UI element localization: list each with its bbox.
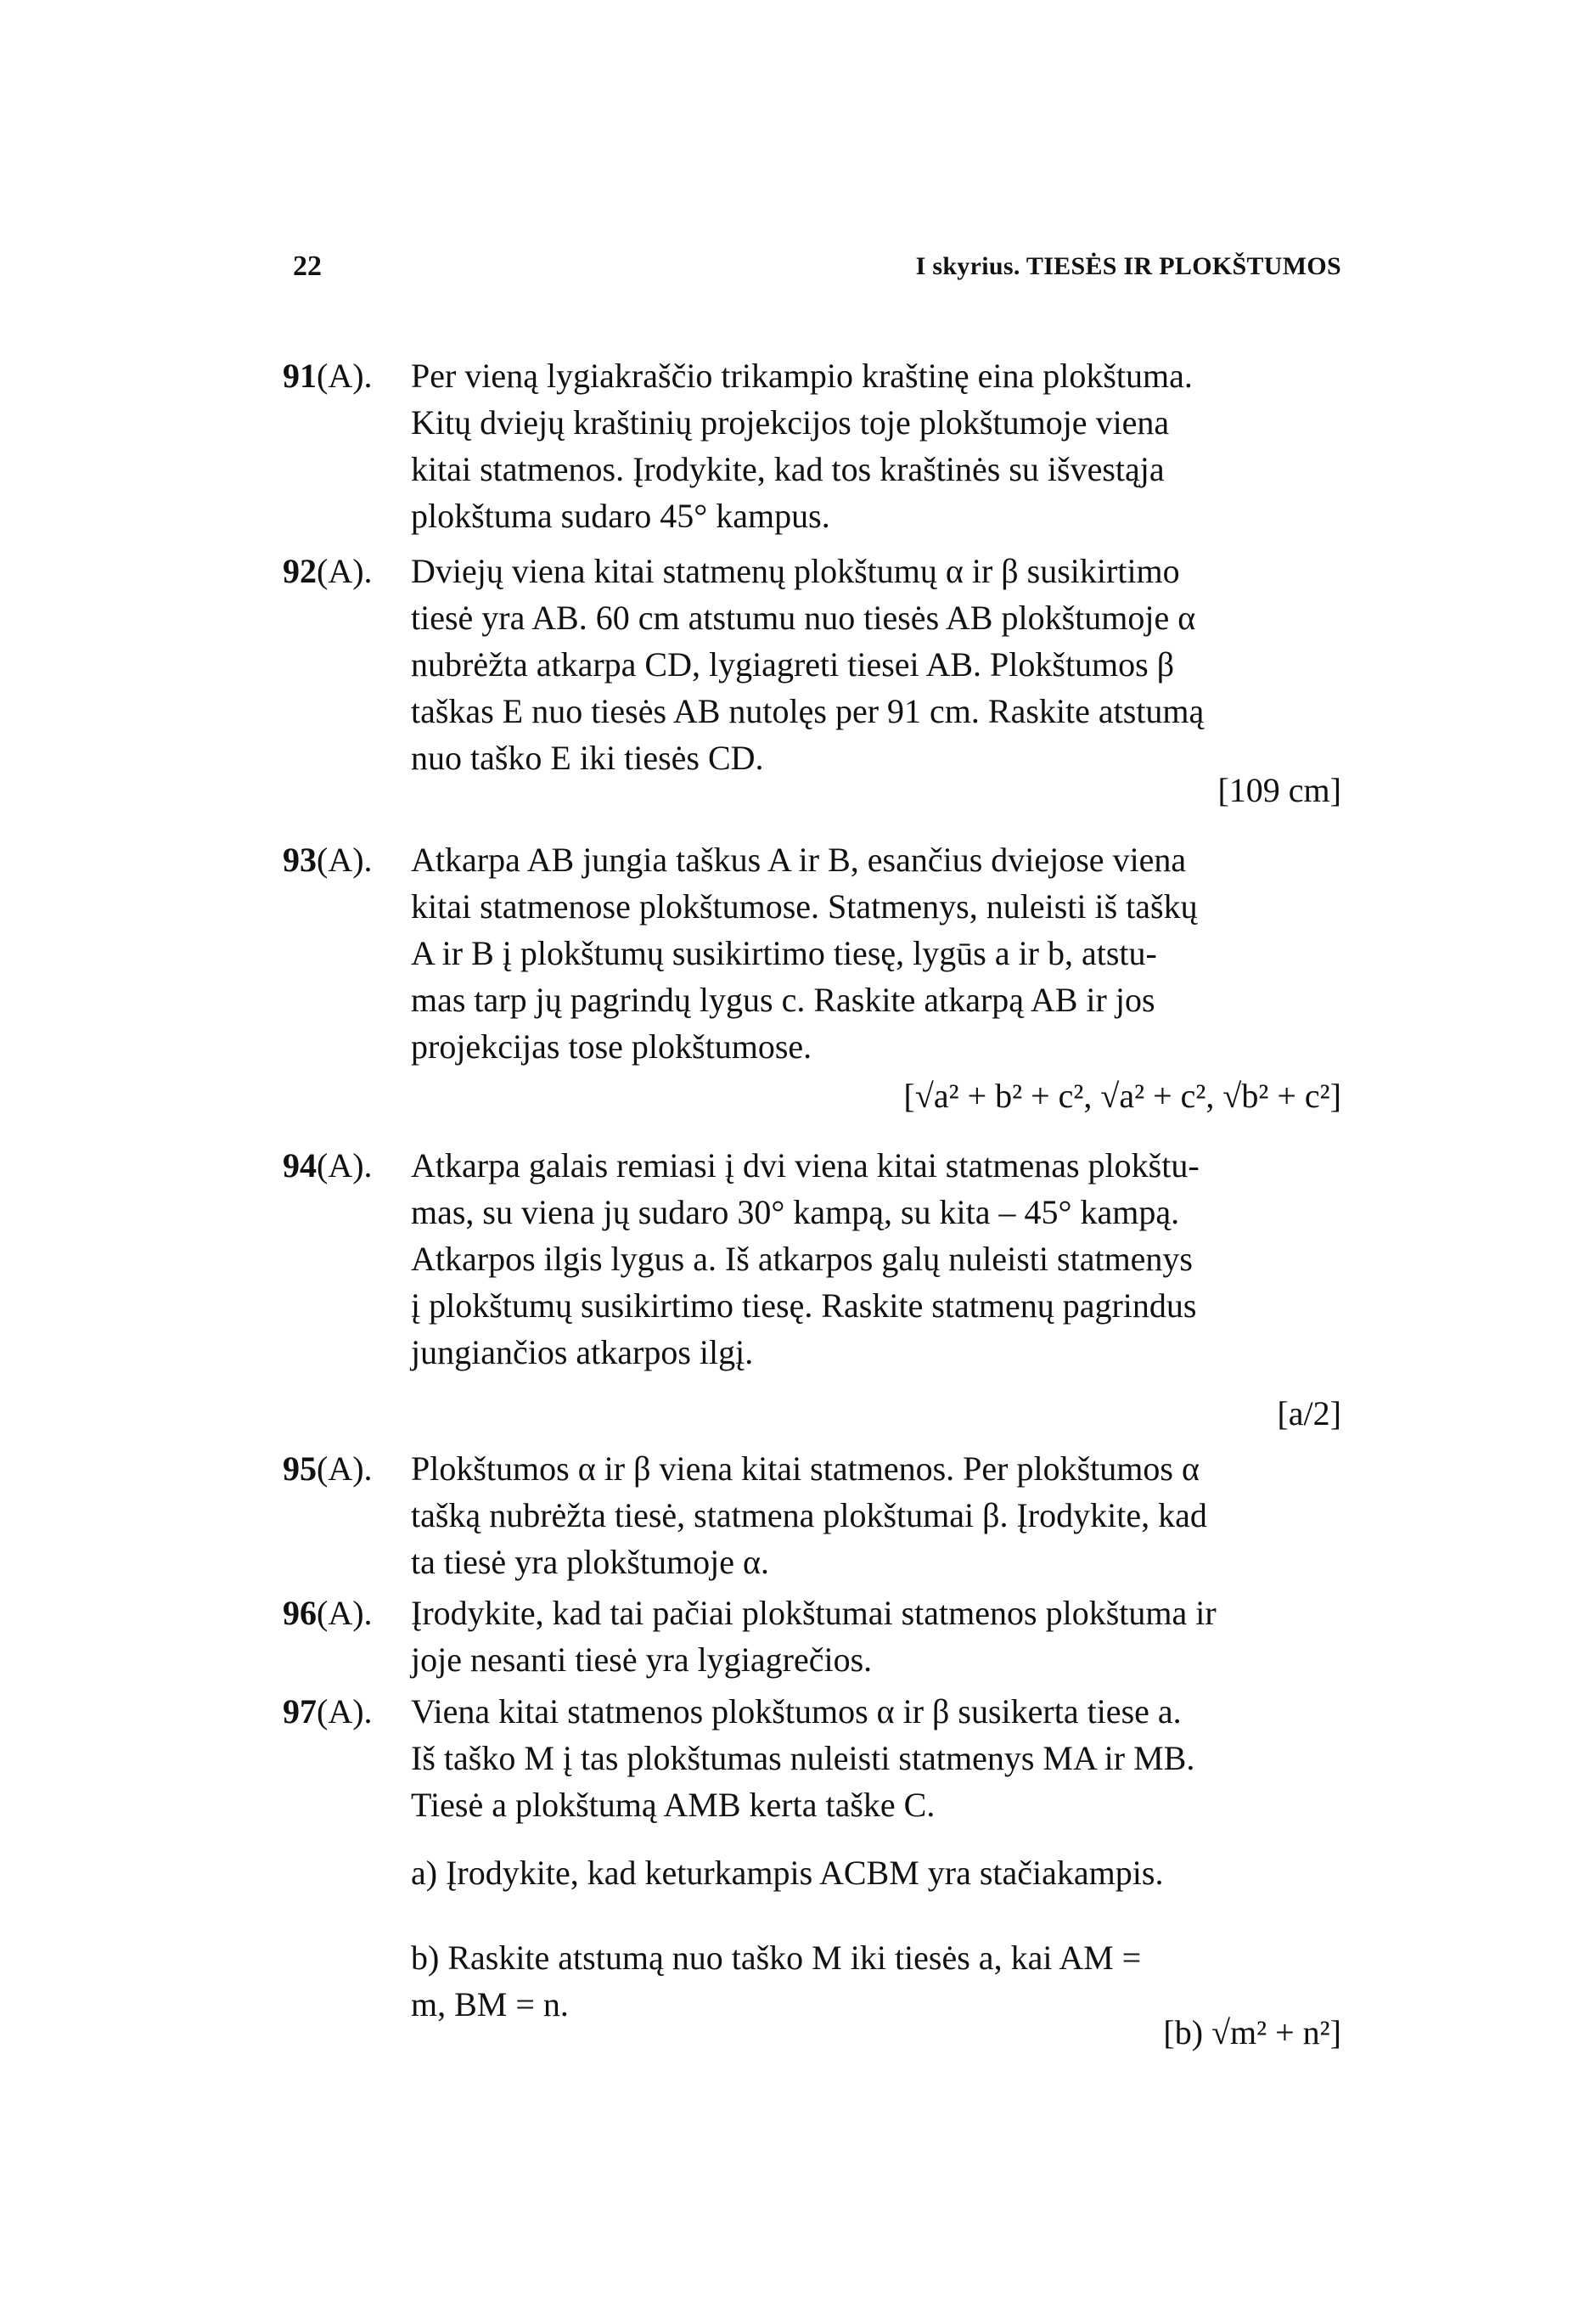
problem-text: Viena kitai statmenos plokštumos α ir β susikerta tiese a. Iš taško M į tas plokštumas nuleisti statmenys MA ir MB. Tiesė a plokštumą AMB kerta taške C.	[411, 1692, 1195, 1824]
problem-number: 92(A).	[283, 552, 373, 590]
chapter-title: I skyrius. TIESĖS IR PLOKŠTUMOS	[915, 252, 1341, 280]
problem-number: 97(A).	[283, 1692, 373, 1731]
answer: [√a² + b² + c², √a² + c², √b² + c²]	[903, 1077, 1341, 1115]
answer: [109 cm]	[1217, 771, 1341, 809]
subquestion-a: a) Įrodykite, kad keturkampis ACBM yra stačiakampis.	[411, 1854, 1164, 1892]
problem-number: 94(A).	[283, 1146, 373, 1185]
answer: [b) √m² + n²]	[1163, 2013, 1341, 2051]
problem-number: 93(A).	[283, 841, 373, 879]
problem-text: Per vieną lygiakraščio trikampio kraštinę eina plokštuma. Kitų dviejų kraštinių projekcijos toje plokštumoje viena kitai statmenos. Įrodykite, kad tos kraštinės su išvestąja plokštuma sudaro 45° kampus.	[411, 357, 1193, 535]
problem-text: Atkarpa AB jungia taškus A ir B, esančius dviejose viena kitai statmenose plokštumose. Statmenys, nuleisti iš taškų A ir B į plokštumų susikirtimo tiesę, lygūs a ir b, atstu- mas tarp jų pagrindų lygus c. Raskite atkarpą AB ir jos projekcijas tose plokštumose.	[411, 841, 1198, 1066]
problem-number: 95(A).	[283, 1449, 373, 1488]
problem-number: 96(A).	[283, 1594, 373, 1632]
problem-number: 91(A).	[283, 357, 373, 395]
problem-text: Atkarpa galais remiasi į dvi viena kitai statmenas plokštu- mas, su viena jų sudaro 30° kampą, su kita – 45° kampą. Atkarpos ilgis lygus a. Iš atkarpos galų nuleisti statmenys į plokštumų susikirtimo tiesę. Raskite statmenų pagrindus jungiančios atkarpos ilgį.	[411, 1146, 1200, 1371]
answer: [a/2]	[1277, 1394, 1341, 1432]
page-number: 22	[293, 250, 322, 282]
problem-text: Įrodykite, kad tai pačiai plokštumai statmenos plokštuma ir joje nesanti tiesė yra lygiagrečios.	[411, 1594, 1217, 1679]
problem-text: Dviejų viena kitai statmenų plokštumų α ir β susikirtimo tiesė yra AB. 60 cm atstumu nuo tiesės AB plokštumoje α nubrėžta atkarpa CD, lygiagreti tiesei AB. Plokštumos β taškas E nuo tiesės AB nutolęs per 91 cm. Raskite atstumą nuo taško E iki tiesės CD.	[411, 552, 1205, 777]
subquestion-b: b) Raskite atstumą nuo taško M iki tiesės a, kai AM = m, BM = n.	[411, 1939, 1142, 2023]
problem-text: Plokštumos α ir β viena kitai statmenos. Per plokštumos α tašką nubrėžta tiesė, statmena plokštumai β. Įrodykite, kad ta tiesė yra plokštumoje α.	[411, 1449, 1207, 1581]
page-header	[293, 250, 1341, 293]
